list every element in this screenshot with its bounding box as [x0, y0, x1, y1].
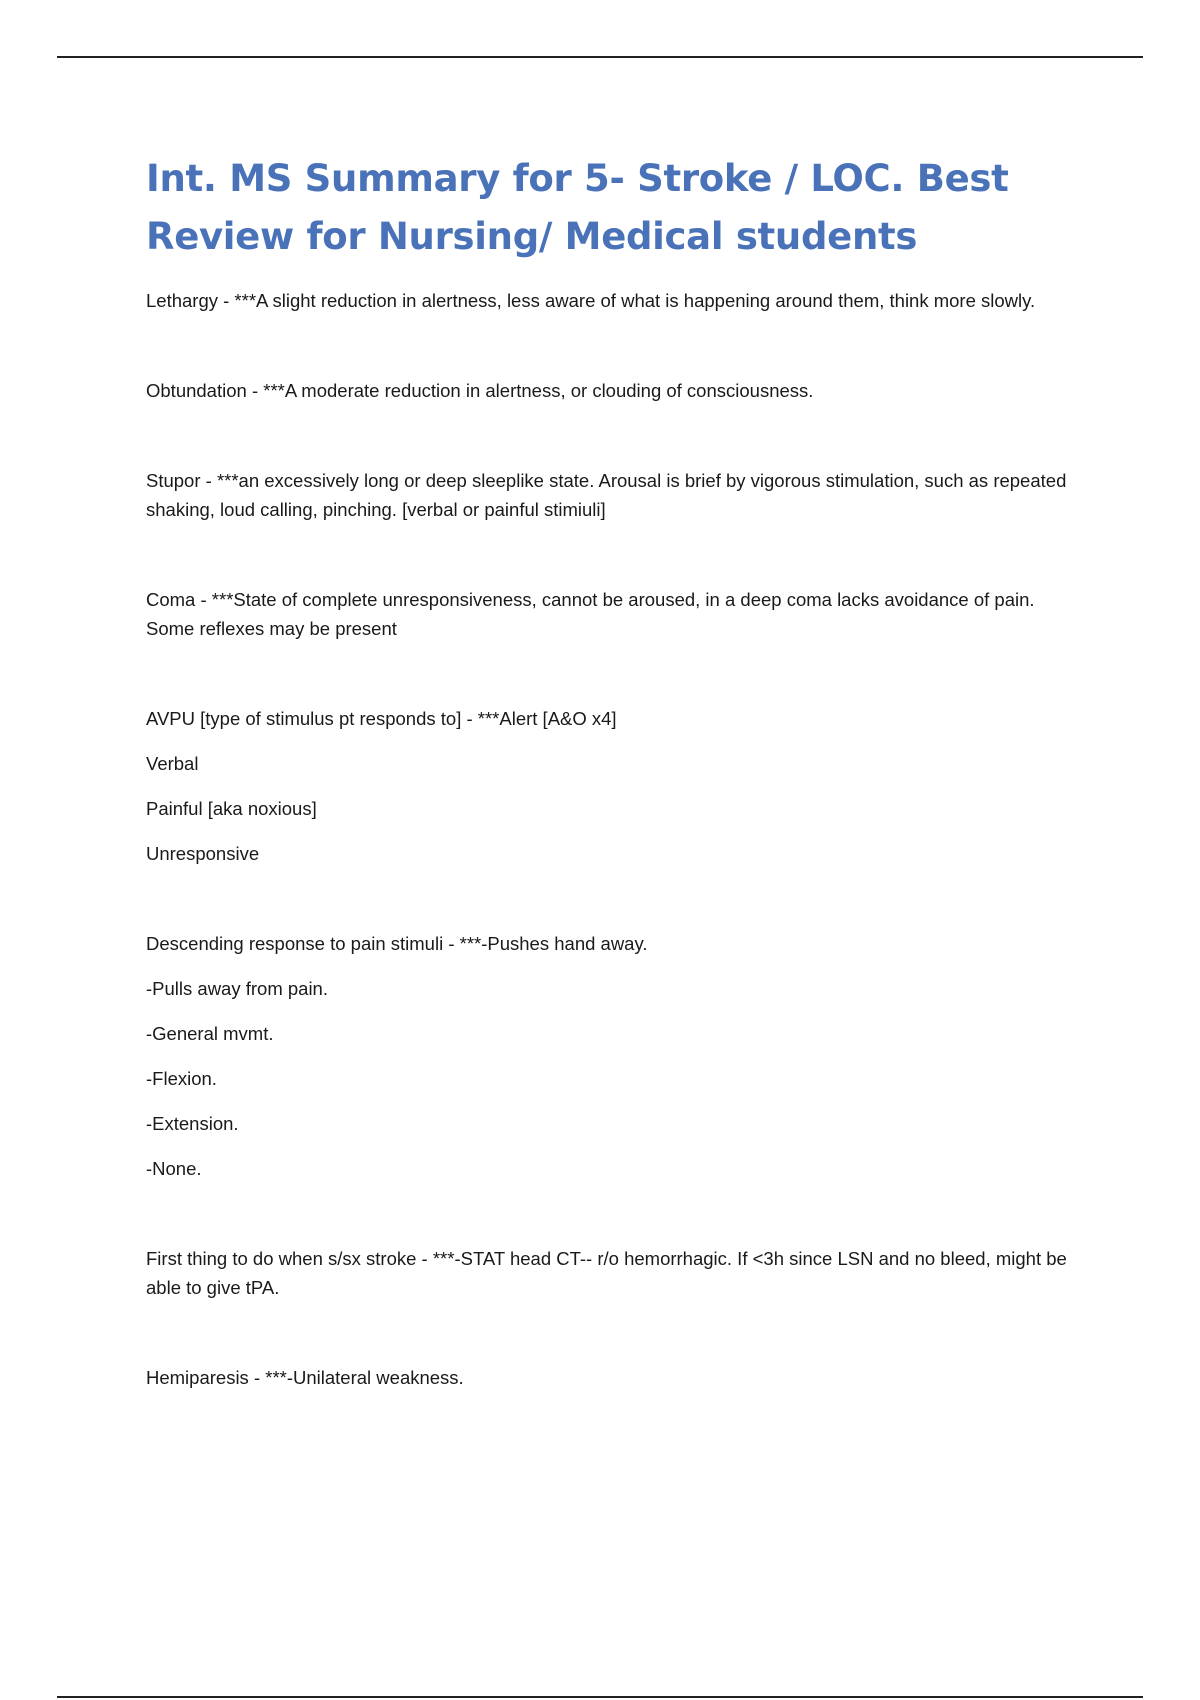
descending-line: -None.	[146, 1158, 202, 1179]
descending-line: -Extension.	[146, 1113, 239, 1134]
descending-line: -Pulls away from pain.	[146, 978, 328, 999]
descending-line: -Flexion.	[146, 1068, 217, 1089]
entry-descending-response: Descending response to pain stimuli - ***-Pushes hand away.	[146, 933, 648, 954]
entry-first-thing-stroke: First thing to do when s/sx stroke - ***-STAT head CT-- r/o hemorrhagic. If <3h since LSN and no bleed, might be able to give tPA.	[146, 1248, 1067, 1298]
entry-lethargy: Lethargy - ***A slight reduction in alertness, less aware of what is happening around them, think more slowly.	[146, 290, 1036, 311]
descending-line: -General mvmt.	[146, 1023, 274, 1044]
avpu-line: Unresponsive	[146, 843, 260, 864]
document-title: Int. MS Summary for 5- Stroke / LOC. Best Review for Nursing/ Medical students	[146, 157, 1009, 258]
footer-rule	[57, 1696, 1143, 1698]
entry-hemiparesis: Hemiparesis - ***-Unilateral weakness.	[146, 1367, 464, 1388]
avpu-line: Verbal	[146, 753, 199, 774]
document-body	[146, 150, 1076, 1392]
entry-obtundation: Obtundation - ***A moderate reduction in alertness, or clouding of consciousness.	[146, 380, 814, 401]
avpu-line: Painful [aka noxious]	[146, 798, 317, 819]
header-rule	[57, 56, 1143, 58]
entry-stupor: Stupor - ***an excessively long or deep sleeplike state. Arousal is brief by vigorous stimulation, such as repeated shaking, loud calling, pinching. [verbal or painful stimiuli]	[146, 470, 1067, 520]
entry-avpu: AVPU [type of stimulus pt responds to] - ***Alert [A&O x4]	[146, 708, 617, 729]
entry-coma: Coma - ***State of complete unresponsiveness, cannot be aroused, in a deep coma lacks avoidance of pain. Some reflexes may be present	[146, 589, 1035, 639]
